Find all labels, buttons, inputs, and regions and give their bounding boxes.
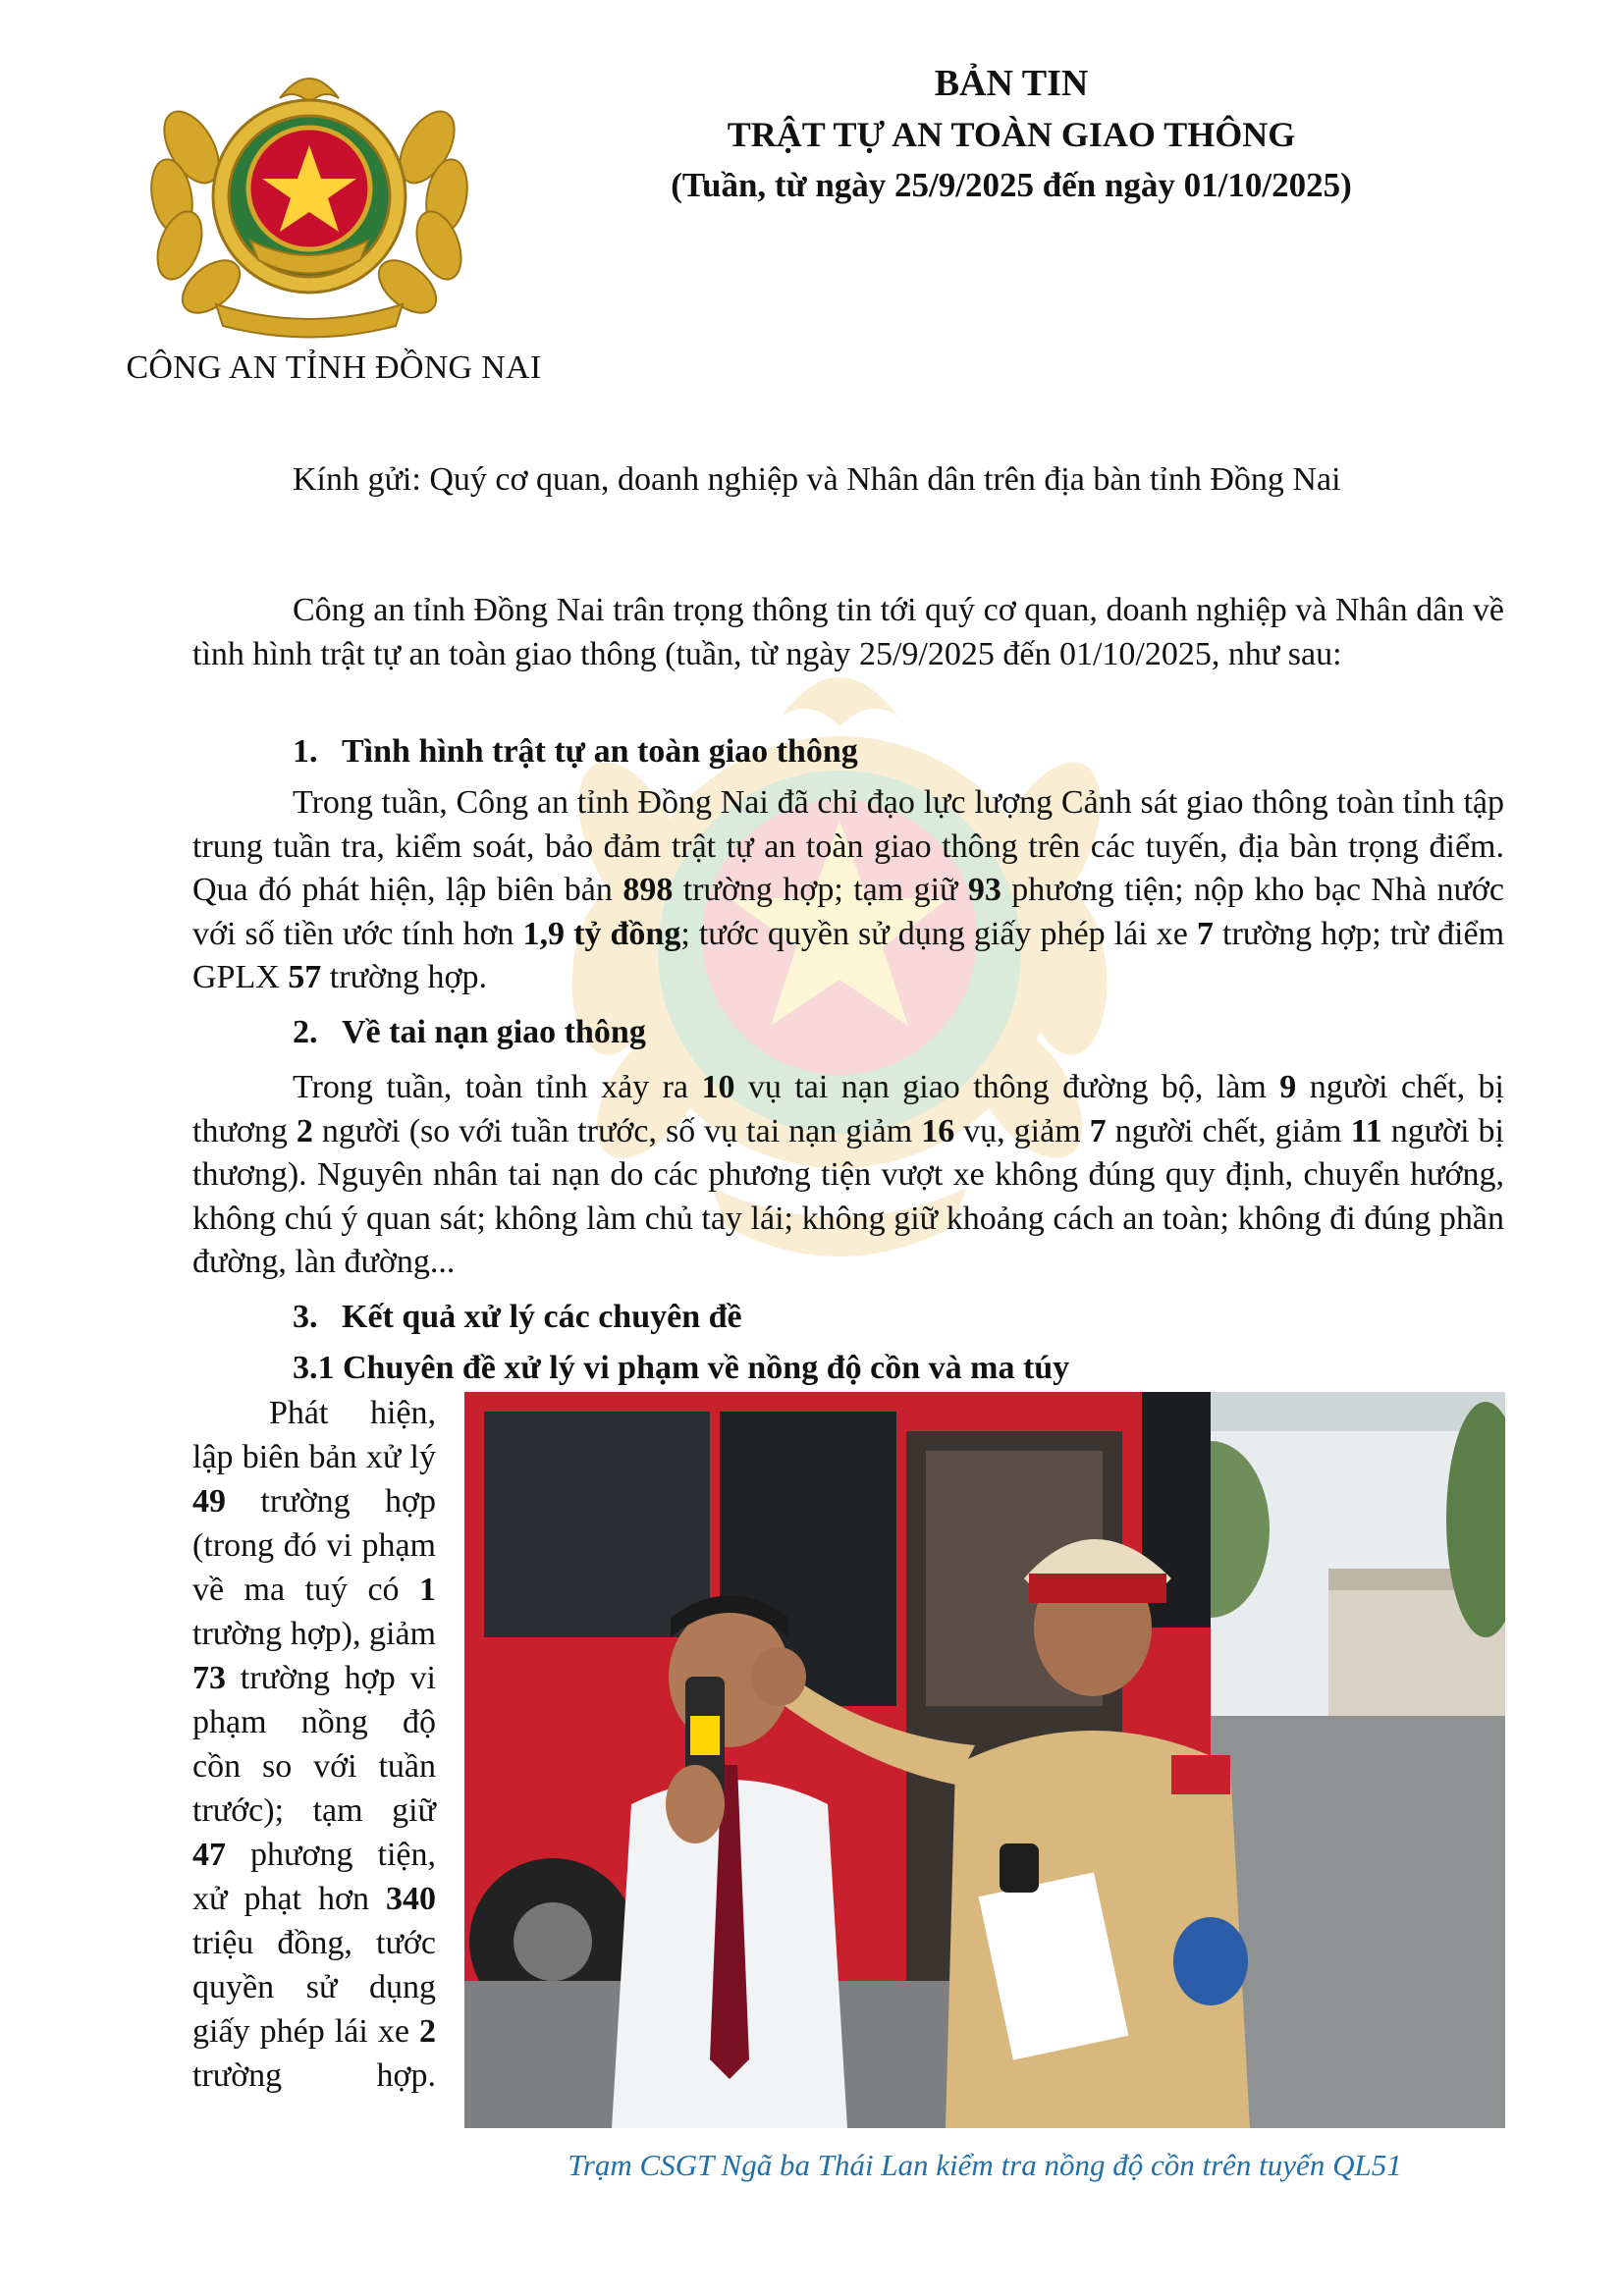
text-run: người (so với tuần trước, số vụ tai nạn giảm bbox=[312, 1112, 922, 1149]
salutation: Kính gửi: Quý cơ quan, doanh nghiệp và Nhân dân trên địa bàn tỉnh Đồng Nai bbox=[293, 461, 1341, 498]
section-1-number: 1. bbox=[293, 733, 318, 770]
fines-amount: 1,9 tỷ đồng bbox=[522, 915, 681, 952]
bulletin-subtitle: TRẬT TỰ AN TOÀN GIAO THÔNG bbox=[727, 115, 1296, 154]
photo-caption: Trạm CSGT Ngã ba Thái Lan kiểm tra nồng độ cồn trên tuyến QL51 bbox=[568, 2148, 1402, 2182]
alcohol-drug-violations-count: 49 bbox=[192, 1483, 226, 1520]
text-run: trường hợp. bbox=[321, 959, 487, 995]
accidents-count: 10 bbox=[701, 1069, 735, 1105]
injured-count: 2 bbox=[296, 1112, 313, 1149]
section-1-title: Tình hình trật tự an toàn giao thông bbox=[342, 733, 858, 770]
bulletin-period: (Tuần, từ ngày 25/9/2025 đến ngày 01/10/2025) bbox=[671, 166, 1352, 204]
text-run: trường hợp; trừ điểm GPLX bbox=[192, 915, 1505, 995]
text-run: vụ, giảm bbox=[954, 1112, 1090, 1149]
text-run: trường hợp; tạm giữ bbox=[673, 872, 968, 908]
intro-text: Công an tỉnh Đồng Nai trân trọng thông tin tới quý cơ quan, doanh nghiệp và Nhân dân về tình hình trật tự an toàn giao thông (tuần, từ ngày 25/9/2025 đến 01/10/2025, như sau: bbox=[192, 592, 1504, 672]
deaths-decrease: 7 bbox=[1089, 1112, 1107, 1149]
section-1-heading bbox=[192, 730, 1504, 774]
section-3-heading bbox=[192, 1296, 1504, 1340]
license-revoked-count: 7 bbox=[1196, 915, 1214, 952]
intro-paragraph bbox=[192, 589, 1504, 676]
section-2-title: Về tai nạn giao thông bbox=[342, 1014, 646, 1050]
text-run: trường hợp. bbox=[192, 2057, 436, 2094]
text-run: Trong tuần, toàn tỉnh xảy ra bbox=[293, 1069, 702, 1105]
accidents-decrease: 16 bbox=[921, 1112, 955, 1149]
bulletin-title: BẢN TIN bbox=[934, 63, 1089, 104]
text-run: người chết, giảm bbox=[1106, 1112, 1351, 1149]
section-2-number: 2. bbox=[293, 1014, 318, 1050]
bulletin-title-block bbox=[609, 59, 1414, 210]
text-run: Trong tuần, Công an tỉnh Đồng Nai đã chỉ đạo lực lượng Cảnh sát giao thông toàn tỉnh tập trung tuần tra, kiểm soát, bảo đảm trật tự an toàn giao thông trên các tuyến, địa bàn trọng điểm. Qua đó phát hiện, lập biên bản bbox=[192, 784, 1504, 908]
text-run: triệu đồng, tước quyền sử dụng giấy phép lái xe bbox=[192, 1925, 436, 2050]
text-run: vụ tai nạn giao thông đường bộ, làm bbox=[734, 1069, 1280, 1105]
text-run: trường hợp vi phạm nồng độ cồn so với tuần trước); tạm giữ bbox=[192, 1660, 436, 1829]
text-run: người bị thương). Nguyên nhân tai nạn do các phương tiện vượt xe không đúng quy định, chuyển hướng, không chú ý quan sát; không làm chủ tay lái; không giữ khoảng cách an toàn; không đi đúng phần đường, làn đường... bbox=[192, 1112, 1505, 1280]
text-run: người chết, bị thương bbox=[192, 1069, 1504, 1149]
license-revoked-count: 2 bbox=[419, 2013, 436, 2050]
drug-violations-count: 1 bbox=[419, 1572, 436, 1608]
seized-vehicles-count: 93 bbox=[967, 872, 1001, 908]
section-3-1-paragraph bbox=[192, 1391, 436, 2098]
alcohol-check-photo bbox=[464, 1392, 1505, 2128]
section-2-paragraph bbox=[192, 1066, 1504, 1285]
text-run: phương tiện, xử phạt hơn bbox=[192, 1837, 436, 1917]
text-run: Phát hiện, lập biên bản xử lý bbox=[192, 1395, 436, 1475]
section-2-heading bbox=[192, 1011, 1504, 1055]
section-3-1-heading bbox=[192, 1347, 1504, 1391]
text-run: trường hợp), giảm bbox=[192, 1616, 436, 1652]
deaths-count: 9 bbox=[1279, 1069, 1297, 1105]
text-run: ; tước quyền sử dụng giấy phép lái xe bbox=[680, 915, 1197, 952]
section-1-paragraph bbox=[192, 781, 1504, 1000]
police-emblem-icon bbox=[133, 59, 486, 344]
text-run: trường hợp (trong đó vi phạm về ma tuý có bbox=[192, 1483, 436, 1608]
seized-vehicles-count: 47 bbox=[192, 1837, 226, 1873]
organization-name: CÔNG AN TỈNH ĐỒNG NAI bbox=[126, 349, 542, 386]
text-run: phương tiện; nộp kho bạc Nhà nước với số tiền ước tính hơn bbox=[192, 872, 1504, 952]
license-points-deducted-count: 57 bbox=[288, 959, 322, 995]
fines-million: 340 bbox=[386, 1881, 436, 1917]
section-3-title: Kết quả xử lý các chuyên đề bbox=[342, 1299, 742, 1335]
section-3-number: 3. bbox=[293, 1299, 318, 1335]
section-3-1-title: 3.1 Chuyên đề xử lý vi phạm về nồng độ cồn và ma túy bbox=[293, 1350, 1070, 1386]
alcohol-violations-decrease: 73 bbox=[192, 1660, 226, 1696]
injured-decrease: 11 bbox=[1350, 1112, 1382, 1149]
violations-count: 898 bbox=[622, 872, 674, 908]
